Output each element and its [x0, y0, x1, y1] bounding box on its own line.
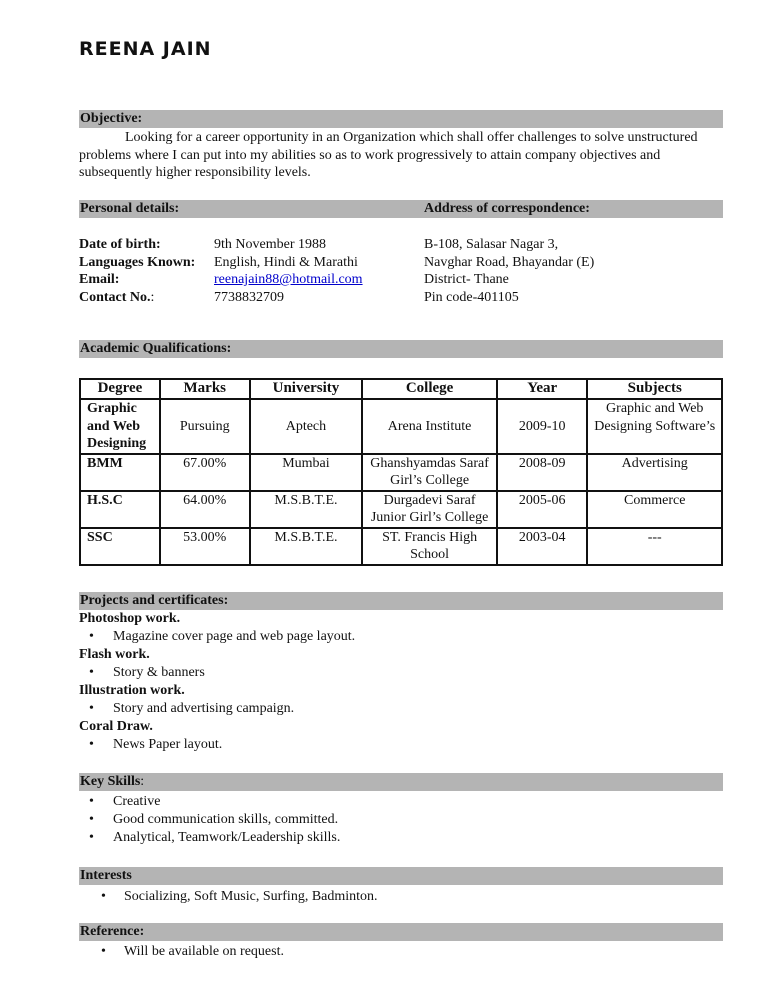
skill-item: • Analytical, Teamwork/Leadership skills.	[79, 829, 340, 847]
col-header-marks: Marks	[160, 379, 250, 399]
skills-heading-colon: :	[140, 774, 145, 789]
interest-item: • Socializing, Soft Music, Surfing, Badminton.	[79, 888, 378, 906]
marks-cell: 53.00%	[160, 528, 250, 565]
project-bullet: • Magazine cover page and web page layout.	[79, 628, 355, 646]
col-header-subjects: Subjects	[587, 379, 722, 399]
interests-heading: Interests	[80, 868, 132, 883]
personal-heading: Personal details:	[80, 201, 180, 216]
projects-heading: Projects and certificates:	[80, 593, 229, 608]
projects-heading-bar	[79, 592, 723, 610]
skill-item: • Creative	[79, 793, 340, 811]
personal-values	[214, 236, 363, 306]
address-block	[424, 236, 594, 306]
interests-list	[79, 888, 378, 906]
skills-heading-bar	[79, 773, 723, 791]
address-line: Pin code-401105	[424, 289, 519, 305]
col-header-degree: Degree	[80, 379, 160, 399]
year-cell: 2008-09	[497, 454, 588, 491]
academic-table	[79, 378, 723, 566]
table-row	[80, 399, 722, 454]
subjects-cell: Graphic and Web Designing Software’s	[587, 399, 722, 454]
year-cell: 2003-04	[497, 528, 588, 565]
dob-label: Date of birth:	[79, 237, 161, 252]
degree-cell: Graphic and Web Designing	[80, 399, 160, 454]
objective-heading: Objective:	[80, 111, 143, 126]
contact-label: Contact No.:	[79, 289, 155, 305]
col-header-university: University	[250, 379, 363, 399]
college-cell: Arena Institute	[362, 399, 497, 454]
project-heading: Flash work.	[79, 647, 150, 662]
reference-heading-bar	[79, 923, 723, 941]
contact-value: 7738832709	[214, 289, 284, 305]
candidate-name: REENA JAIN	[79, 38, 212, 60]
table-row	[80, 454, 722, 491]
objective-text: Looking for a career opportunity in an Organization which shall offer challenges to solve unstructured problems where I can put into my abilities so as to work progressively to attain company objectives and subsequently higher responsibility levels.	[79, 130, 698, 180]
university-cell: Mumbai	[250, 454, 363, 491]
languages-value: English, Hindi & Marathi	[214, 254, 358, 270]
project-heading: Illustration work.	[79, 683, 185, 698]
projects-list	[79, 610, 355, 754]
project-bullet: • Story and advertising campaign.	[79, 700, 355, 718]
reference-item: • Will be available on request.	[79, 943, 284, 961]
address-line: Navghar Road, Bhayandar (E)	[424, 254, 595, 270]
project-heading: Photoshop work.	[79, 611, 181, 626]
address-line: District- Thane	[424, 272, 509, 287]
academic-heading: Academic Qualifications:	[80, 341, 232, 356]
table-row	[80, 491, 722, 528]
email-label: Email:	[79, 272, 120, 287]
address-line: B-108, Salasar Nagar 3,	[424, 237, 559, 252]
subjects-cell: ---	[587, 528, 722, 565]
marks-cell: 64.00%	[160, 491, 250, 528]
objective-paragraph	[79, 129, 719, 182]
reference-heading: Reference:	[80, 924, 145, 939]
academic-heading-bar	[79, 340, 723, 358]
marks-cell: 67.00%	[160, 454, 250, 491]
project-heading: Coral Draw.	[79, 719, 153, 734]
university-cell: M.S.B.T.E.	[250, 528, 363, 565]
college-cell: Ghanshyamdas Saraf Girl’s College	[362, 454, 497, 491]
university-cell: M.S.B.T.E.	[250, 491, 363, 528]
languages-label: Languages Known:	[79, 254, 196, 270]
table-header-row	[80, 379, 722, 399]
subjects-cell: Advertising	[587, 454, 722, 491]
email-link[interactable]: reenajain88@hotmail.com	[214, 272, 363, 287]
college-cell: Durgadevi Saraf Junior Girl’s College	[362, 491, 497, 528]
personal-labels	[79, 236, 195, 306]
reference-list	[79, 943, 284, 961]
year-cell: 2009-10	[497, 399, 588, 454]
degree-cell: SSC	[80, 528, 160, 565]
year-cell: 2005-06	[497, 491, 588, 528]
skills-list	[79, 793, 340, 847]
marks-cell: Pursuing	[160, 399, 250, 454]
dob-value: 9th November 1988	[214, 237, 326, 252]
personal-heading-bar	[79, 200, 723, 218]
project-bullet: • News Paper layout.	[79, 736, 355, 754]
table-row	[80, 528, 722, 565]
university-cell: Aptech	[250, 399, 363, 454]
col-header-year: Year	[497, 379, 588, 399]
address-heading: Address of correspondence:	[424, 201, 590, 216]
project-bullet: • Story & banners	[79, 664, 355, 682]
objective-heading-bar	[79, 110, 723, 128]
interests-heading-bar	[79, 867, 723, 885]
degree-cell: BMM	[80, 454, 160, 491]
college-cell: ST. Francis High School	[362, 528, 497, 565]
col-header-college: College	[362, 379, 497, 399]
subjects-cell: Commerce	[587, 491, 722, 528]
skills-heading: Key Skills	[80, 774, 141, 789]
skill-item: • Good communication skills, committed.	[79, 811, 340, 829]
degree-cell: H.S.C	[80, 491, 160, 528]
